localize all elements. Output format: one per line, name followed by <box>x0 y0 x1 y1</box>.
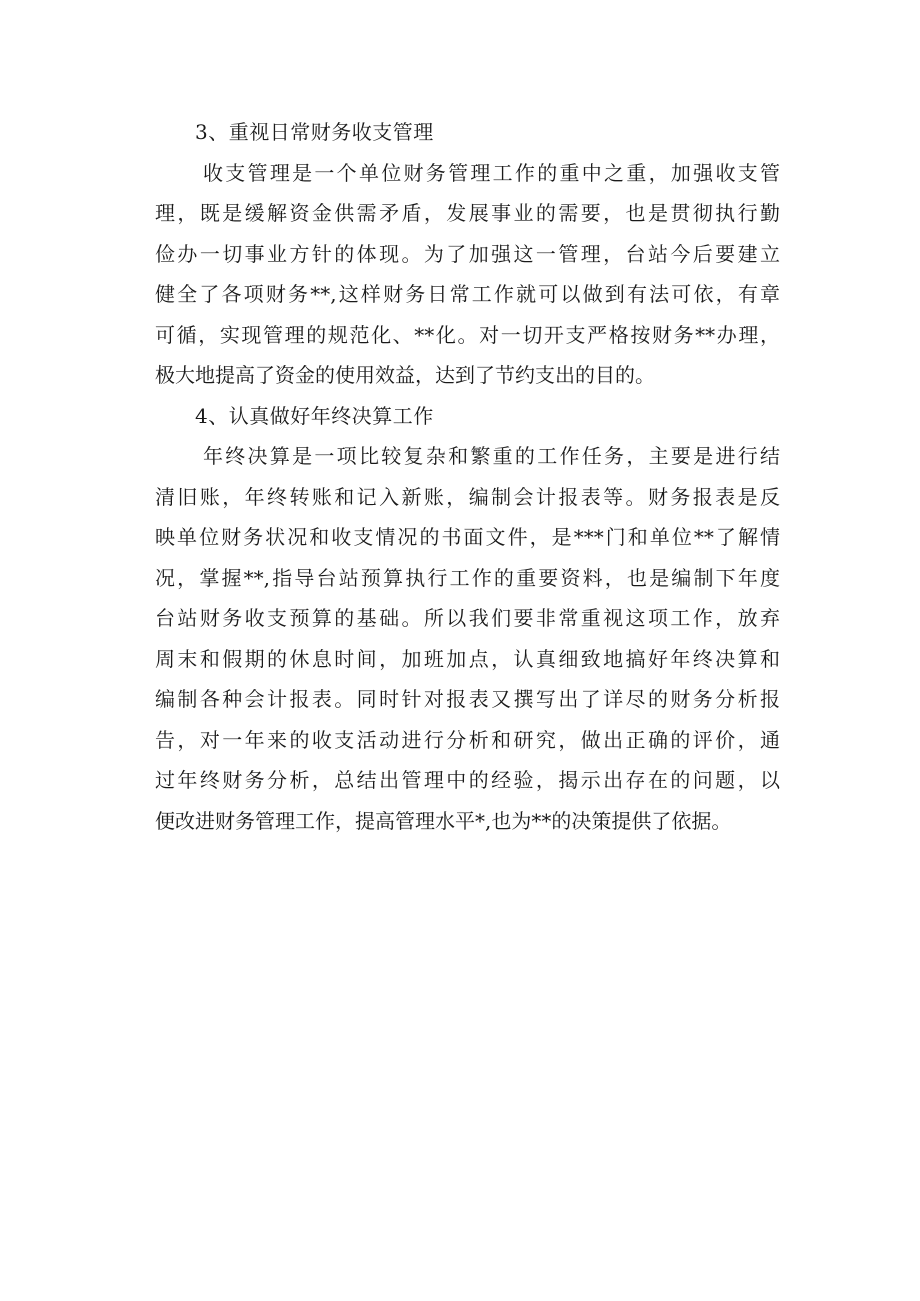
paragraph-line: 编制各种会计报表。同时针对报表又撰写出了详尽的财务分析报 <box>155 687 780 711</box>
section-heading: 3、重视日常财务收支管理 <box>195 120 434 144</box>
paragraph-line: 便改进财务管理工作，提高管理水平*,也为**的决策提供了依据。 <box>155 808 732 833</box>
paragraph-line: 理，既是缓解资金供需矛盾，发展事业的需要，也是贯彻执行勤 <box>155 201 780 225</box>
section-heading: 4、认真做好年终决算工作 <box>195 403 434 428</box>
paragraph-line: 可循，实现管理的规范化、**化。对一切开支严格按财务**办理， <box>155 322 780 347</box>
paragraph-line: 告，对一年来的收支活动进行分析和研究，做出正确的评价，通 <box>155 727 780 752</box>
paragraph-line: 健全了各项财务**,这样财务日常工作就可以做到有法可依，有章 <box>155 282 780 306</box>
paragraph-line: 台站财务收支预算的基础。所以我们要非常重视这项工作，放弃 <box>155 606 780 630</box>
paragraph-line: 俭办一切事业方针的体现。为了加强这一管理，台站今后要建立 <box>155 241 780 266</box>
section-paragraph <box>155 436 780 841</box>
paragraph-line: 映单位财务状况和收支情况的书面文件，是***门和单位**了解情 <box>155 525 780 549</box>
paragraph-line: 收支管理是一个单位财务管理工作的重中之重，加强收支管 <box>203 160 780 185</box>
document-body <box>155 112 780 841</box>
paragraph-line: 清旧账，年终转账和记入新账，编制会计报表等。财务报表是反 <box>155 484 780 509</box>
section-paragraph <box>155 153 780 396</box>
paragraph-line: 过年终财务分析，总结出管理中的经验，揭示出存在的问题，以 <box>155 768 780 792</box>
paragraph-line: 极大地提高了资金的使用效益，达到了节约支出的目的。 <box>155 363 655 387</box>
paragraph-line: 年终决算是一项比较复杂和繁重的工作任务，主要是进行结 <box>203 444 780 468</box>
paragraph-line: 周末和假期的休息时间，加班加点，认真细致地搞好年终决算和 <box>155 646 780 671</box>
paragraph-line: 况，掌握**,指导台站预算执行工作的重要资料，也是编制下年度 <box>155 565 780 590</box>
